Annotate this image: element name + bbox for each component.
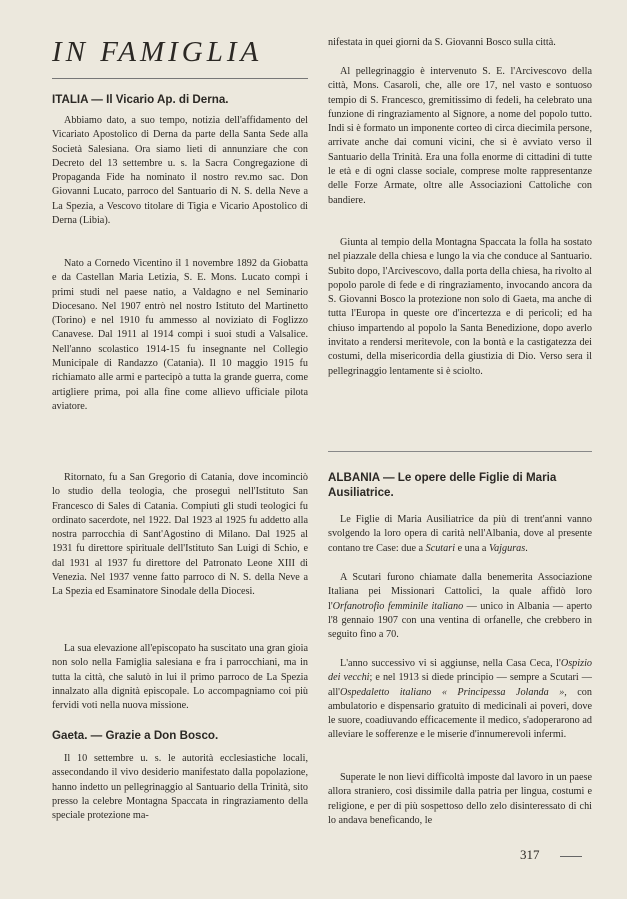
place-scutari: Scutari: [425, 542, 456, 554]
orfanotrofio-name: Orfanotrofio femminile italiano: [332, 600, 464, 612]
gaeta-paragraph-1: Il 10 settembre u. s. le autorità ecclesiastiche locali, assecondando il vivo desiderio manifestato dalla popolazione, hanno indetto un pellegrinaggio al Santuario della Trinità, sito presso la celebre Montagna Spaccata in ringraziamento della speciale protezione ma-: [52, 753, 308, 822]
section-heading-gaeta: Gaeta. — Grazie a Don Bosco.: [52, 729, 219, 742]
page-number: 317: [520, 847, 540, 862]
albania-paragraph-4: Superate le non lievi difficoltà imposte dal lavoro in un paese allora straniero, così dissimile dalla patria per lingua, costumi e religione, e per di più sospettoso dello zelo disinteressato di chi lo andava beneficando, le: [328, 772, 592, 826]
italia-paragraph-2: Nato a Cornedo Vicentino il 1 novembre 1892 da Giobatta e da Castellan Maria Letizia, S. E. Mons. Lucato compì i primi studi nel paese natio, a Valdagno e nel Seminario Diocesano. Nel 1907 entrò nel nostro Istituto del Martinetto (Torino) e nel 1910 fu ammesso al noviziato di Foglizzo Canavese. Dal 1911 al 1914 compì i suoi studi a Valsalice. Nell'anno scolastico 1914-15 fu insegnante nel Collegio Municipale di Randazzo (Catania). Il 10 maggio 1915 fu richiamato alle armi e partecipò a tutta la grande guerra, come artigliere prima, poi alla fine come allievo ufficiale pilota aviatore.: [52, 258, 308, 412]
title-rule: [52, 78, 308, 79]
albania-paragraph-1: Le Figlie di Maria Ausiliatrice da più di trent'anni vanno svolgendo la loro opera di carità nell'Albania, dove al presente contano tre Case: due a Scutari e una a Vajguras.: [328, 514, 592, 554]
gaeta-paragraph-3: Giunta al tempio della Montagna Spaccata la folla ha sostato nel piazzale della chiesa e lungo la via che conduce al Santuario. Subito dopo, l'Arcivescovo, dalla porta della chiesa, ha rivolto al popolo parole di fede e di ringraziamento, invocando ancora da S. Giovanni Bosco la protezione non solo di Gaeta, ma anche di tutta l'Europa in queste ore d'incertezza e di pericoli; ed ha chiuso impartendo al popolo la Santa Benedizione, dopo averlo invitato a rendersi meritevole, con la bontà e la castigatezza dei costumi, della misericordia della giustizia di Dio. Verso sera il pellegrinaggio lentamente si è sciolto.: [328, 237, 592, 377]
section-heading-albania: ALBANIA — Le opere delle Figlie di Maria Ausiliatrice.: [328, 471, 557, 499]
ospizio-name: Ospizio dei vecchi: [328, 658, 592, 684]
italia-paragraph-4: La sua elevazione all'episcopato ha suscitato una gran gioia non solo nella Famiglia salesiana e fra i parrocchiani, ma in tutta la città, che salutò in lui il primo parroco de La Spezia innalzato alla dignità episcopale. Lo accompagniamo coi più fervidi voti nella nuova missione.: [52, 643, 308, 712]
page-number-rule: [560, 856, 582, 857]
gaeta-paragraph-1-continued: nifestata in quei giorni da S. Giovanni Bosco sulla città.: [328, 37, 556, 48]
albania-paragraph-2: A Scutari furono chiamate dalla benemerita Associazione Italiana pei Missionari Cattolici, la quale affidò loro l'Orfanotrofio femminile italiano — unico in Albania — aperto l'8 gennaio 1907 con una ventina di orfanelle, che crebbero in seguito fino a 70.: [328, 572, 592, 641]
ospedaletto-name: Ospedaletto italiano « Principessa Jolanda »: [340, 686, 565, 698]
albania-paragraph-3: L'anno successivo vi si aggiunse, nella Casa Ceca, l'Ospizio dei vecchi; e nel 1913 si diede principio — sempre a Scutari — all'Ospedaletto italiano « Principessa Jolanda », con ambulatorio e dispensario gratuito di medicinali ai poveri, dove le suore, coadiuvando efficacemente il medico, s'adoperarono ad alleviare le sofferenze e le miserie d'innumerevoli infermi.: [328, 658, 592, 741]
page-title: IN FAMIGLIA: [52, 36, 263, 68]
gaeta-paragraph-2: Al pellegrinaggio è intervenuto S. E. l'Arcivescovo della città, Mons. Casaroli, che, alle ore 17, nel vasto e sontuoso tempio di S. Francesco, gremitissimo di fedeli, ha celebrato una funzione di ringraziamento al Signore, a nome del popolo tutto. Indi si è formato un imponente corteo di circa diecimila persone, arrivate anche dai comuni vicini, che si è avviato verso il Santuario della Trinità. Era una folla enorme di cittadini di tutte le età e di ogni classe sociale, comprese molte rappresentanze delle Forze Armate, oltre alle Associazioni Cattoliche con bandiere.: [328, 66, 592, 206]
section-divider: [328, 451, 592, 452]
italia-paragraph-1: Abbiamo dato, a suo tempo, notizia dell'affidamento del Vicariato Apostolico di Derna da parte della Santa Sede alla Società Salesiana. Ora siamo lieti di annunziare che con Decreto del 13 settembre u. s. la Sacra Congregazione di Propaganda Fide ha nominato il nostro rev.mo sac. Don Giovanni Lucato, parroco del Santuario di N. S. della Neve a La Spezia, a Vescovo titolare di Tigia e Vicario Apostolico di Derna (Libia).: [52, 115, 308, 227]
italia-paragraph-3: Ritornato, fu a San Gregorio di Catania, dove incominciò lo studio della teologia, che proseguì nell'Istituto San Francesco di Sales di Catania. Compiuti gli studi teologici fu ordinato sacerdote, nel 1922. Dal 1923 al 1925 fu addetto alla nostra parrocchia di Sant'Agostino di Milano. Dal 1925 al 1931 fu direttore spirituale dell'Istituto San Luigi di Schio, e dal 1931 al 1937 fu direttore del Patronato Leone XIII di Venezia. Nel 1937 venne fatto parroco di N. S. della Neve a La Spezia ed Esaminatore Sinodale della Diocesi.: [52, 472, 308, 598]
section-heading-italia: ITALIA — Il Vicario Ap. di Derna.: [52, 93, 229, 106]
place-vajguras: Vajguras: [488, 542, 526, 554]
